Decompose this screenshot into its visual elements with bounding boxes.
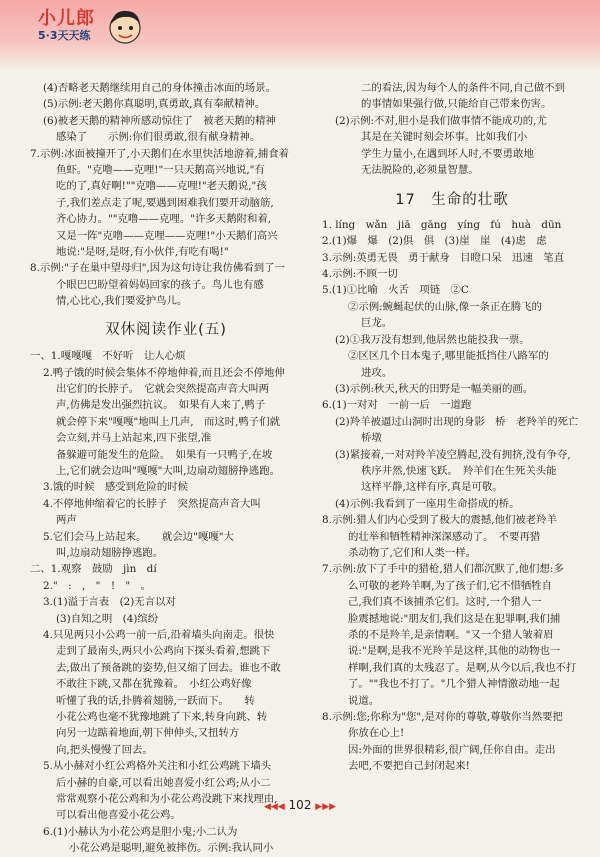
answer-line: 4.示例:不顾一切 [322,268,398,281]
answer-line: 1. líng wǎn jiā gāng yíng fú huà dūn [322,218,562,231]
answers-continued [322,80,582,178]
answer-line: (5)示例:老天鹅你真聪明,真勇敢,真有奉献精神。 [43,98,266,111]
answer-line: 两声 [56,514,77,527]
answer-line: 感染了 示例:你们很勇敢,很有献身精神。 [56,131,261,144]
answer-line: 上,它们就会边叫"嘎嘎"大叫,边扇动翅膀挣逃跑。 [56,464,280,477]
answers-weekend-reading [30,348,302,857]
answer-line: 秩序井然,快速飞跃。 羚羊们在生死关头能 [361,464,557,477]
answer-line: 个眼巴巴盼望着妈妈回家的孩子。鸟儿也有感 [56,278,264,291]
answer-line: 8.示例:"子在巢中望母归",因为这句诗让我仿佛看到了一 [30,262,285,275]
answer-line: 二、1.观察 鼓励 jìn dí [30,563,157,576]
answer-line: 的事情如果强行做,只能给自己带来伤害。 [361,98,552,111]
answer-line: 会立刻,并马上站起来,四下张望,准 [56,432,212,445]
answer-line: 样啊,我们真的太残忍了。是啊,从今以后,我也不打 [348,661,577,674]
answer-line: 备躲避可能发生的危险。 如果有一只鸭子,在坡 [56,448,273,461]
left-column [30,80,302,857]
answer-line: 其是在关键时刻会坏事。比如我们小 [361,131,528,144]
answer-line: ②区区几个日本鬼子,哪里能抵挡住八路军的 [348,350,549,363]
answer-line: 5.从小赫对小红公鸡格外关注和小红公鸡跳下墙头 [43,760,272,773]
answer-line: 小花公鸡也毫不犹豫地跳了下来,转身向跳、转 [56,711,268,724]
answer-line: 可以看出他喜爱小花公鸡。 [56,809,181,822]
answer-line: (2)①我万没有想到,他居然也能投我一票。 [335,333,530,346]
answer-line: 无法脱险的,必须量智慧。 [361,164,479,177]
answer-line: 就会停下来"嘎嘎"地叫上几声, 而这时,鸭子们就 [56,415,280,428]
answer-line: 了。""我也不打了。"几个猎人神情激动地一起 [348,678,560,691]
answer-line: 3.(1)溢于言表 (2)无言以对 [43,596,176,609]
brand-series: 5·3天天练 [38,29,91,42]
answer-line: 己,我们真不该捕杀它们。这时,一个猎人一 [348,596,542,609]
answer-line: 桥墩 [361,432,382,445]
answer-line: (3)自知之明 (4)缤纷 [56,612,159,625]
answer-line: 地说:"是呀,是呀,有小伙伴,有吃有喝!" [56,246,229,259]
answer-line: 8.示例:您;你称为"您",是对你的尊敬,尊敬你当然要把 [322,711,563,724]
answer-line: 学生力量小,在遇到坏人时,不要勇敢地 [361,147,534,160]
answer-line: 鱼虾。"克噜——克哩!"一只天鹅高兴地说,"有 [56,164,265,177]
answer-line: 5.它们会马上站起来。 就会边"嘎嘎"大 [43,530,234,543]
answer-line: 常常观察小花公鸡和为小花公鸡没跳下来找理由, [56,793,278,806]
answer-line: 后小赫的自豪,可以看出她喜爱小红公鸡;从小二 [56,776,271,789]
answer-line: 声,仿佛是发出强烈抗议。 如果有人来了,鸭子 [56,399,266,412]
page-header [0,0,600,70]
answer-line: ②示例:蜿蜒起伏的山脉,像一条正在腾飞的 [348,300,542,313]
answer-line: 8.示例:猎人们内心受到了极大的震撼,他们被老羚羊 [322,514,557,527]
answer-line: 么可敬的老羚羊啊,为了孩子们,它不惜牺牲自 [348,579,553,592]
answer-line: (2)羚羊被逼过山洞时出现的身影 桥 老羚羊的死亡 [335,415,579,428]
answer-line: 6.(1)一对对 一前一后 一道跑 [322,399,472,412]
answer-line: 说:"是啊,是我不光羚羊是这样,其他的动物也一 [348,645,561,658]
answer-line: 向,把头慢慢了回去。 [56,743,153,756]
arrow-right-icon: ▶▶▶ [315,802,337,812]
answer-line: (3)示例:秋天,秋天的田野是一幅美丽的画。 [335,382,534,395]
answer-line: 7.示例:冰面被撞开了,小天鹅们在水里快活地游着,捕食着 [30,147,290,160]
answer-line: 5.(1)①比喻 火舌 项链 ②C [322,284,469,297]
answer-line: 脸震撼地说:"朋友们,我们这是在犯罪啊,我们捕 [348,612,561,625]
answer-line: 又是一阵"克噜——克哩——克哩!"小天鹅们高兴 [56,229,278,242]
answer-line: 你放在心上! [348,727,405,740]
answer-line: 子,我们差点走了呢,要遇到困难我们要开动脑筋, [56,196,274,209]
mascot-icon [104,6,146,48]
answer-line: 出它们的长脖子。 它就会突然提高声音大叫两 [56,382,270,395]
answer-line: 一、1.嘎嘎嘎 不好听 让人心烦 [30,350,186,363]
answer-line: 情,心比心,我们要爱护鸟儿。 [56,295,188,308]
arrow-left-icon: ◀◀◀ [263,802,285,812]
answers-lesson-17 [322,217,582,775]
answer-line: 2." : , " ! " 。 [43,579,151,592]
answer-line: 2.(1)爆 爆 (2)俱 俱 (3)崖 崖 (4)虑 虑 [322,235,547,248]
answer-line: 因:外面的世界很精彩,很广阔,任你自由。走出 [348,743,556,756]
answer-line: 向另一边踮着地面,朝下伸伸头,又扭转方 [56,727,240,740]
answer-line: 7.示例:放下了手中的猎枪,猎人们都沉默了,他们想:多 [322,563,564,576]
answer-line: 的壮举和牺牲精神深深感动了。 不要再猎 [348,530,541,543]
answers-previous [30,80,302,310]
answer-line: 4.不停地伸缩着它的长脖子 突然提高声音大叫 [43,497,261,510]
answer-line: (4)示例:我看到了一座用生命搭成的桥。 [335,497,520,510]
answer-line: 去吧,不要把自己封闭起来! [348,760,470,773]
page-footer [0,798,600,812]
answer-line: 2.鸭子饿的时候会集体不停地伸着,而且还会不停地伸 [43,366,285,379]
brand-logo: 小儿郎 [38,8,95,29]
answer-line: 叫,边扇动翅膀挣逃跑。 [56,546,164,559]
section-title: 17 生命的壮歌 [395,192,509,209]
answer-line: 齐心协力。""克噜——克哩。"许多天鹅附和着, [56,213,272,226]
answer-line: 4.只见两只小公鸡一前一后,沿着墙头向南走。很快 [43,629,275,641]
section-title: 双休阅读作业(五) [105,321,227,338]
answer-line: (2)示例:不对,胆小是我们做事情不能成功的,尤 [335,114,547,127]
answer-line: 这样平静,这样有序,真是可敬。 [361,481,503,494]
answer-line: 吃的了,真好啊!""克噜——克哩!"老天鹅说,"孩 [56,180,267,193]
answer-line: 巨龙。 [361,317,393,330]
answer-line: 小花公鸡是聪明,避免被摔伤。示例:我认同小 [69,842,274,855]
answer-line: (3)紧接着,一对对羚羊凌空腾起,没有拥挤,没有争夺, [335,448,571,461]
answer-line: 走到了最南头,两只小公鸡向下探头看着,想跳下 [56,645,271,658]
answer-line: (4)否略老天鹅继续用自己的身体撞击冰面的场景。 [43,82,276,94]
answer-line: 二的看法,因为每个人的条件不同,自己做不到 [361,82,566,94]
answer-line: 杀的不是羚羊,是亲情啊。"又一个猎人皱着眉 [348,629,554,641]
answer-line: 说道。 [348,694,380,707]
answer-line: 听懂了我的话,扑腾着翅膀,一跃而下。 转 [56,694,255,707]
answer-line: 3.饿的时候 感受到危险的时候 [43,481,188,494]
answer-line: 进攻。 [361,366,393,379]
page-number: 102 [288,798,312,812]
answer-line: 杀动物了,它们和人类一样。 [348,546,476,559]
right-column [322,80,582,775]
answer-line: 去,做出了预备跳的姿势,但又缩了回去。谁也不敢 [56,661,281,674]
answer-line: 6.(1)小赫认为小花公鸡是胆小鬼;小二认为 [43,825,238,838]
answer-line: 3.示例:英勇无畏 勇于献身 目瞪口呆 迅速 笔直 [322,251,565,264]
answer-line: 不敢往下跳,又都在犹豫着。 小红公鸡好像 [56,678,252,691]
answer-line: (6)被老天鹅的精神所感动惊住了 被老天鹅的精神 [43,114,276,127]
